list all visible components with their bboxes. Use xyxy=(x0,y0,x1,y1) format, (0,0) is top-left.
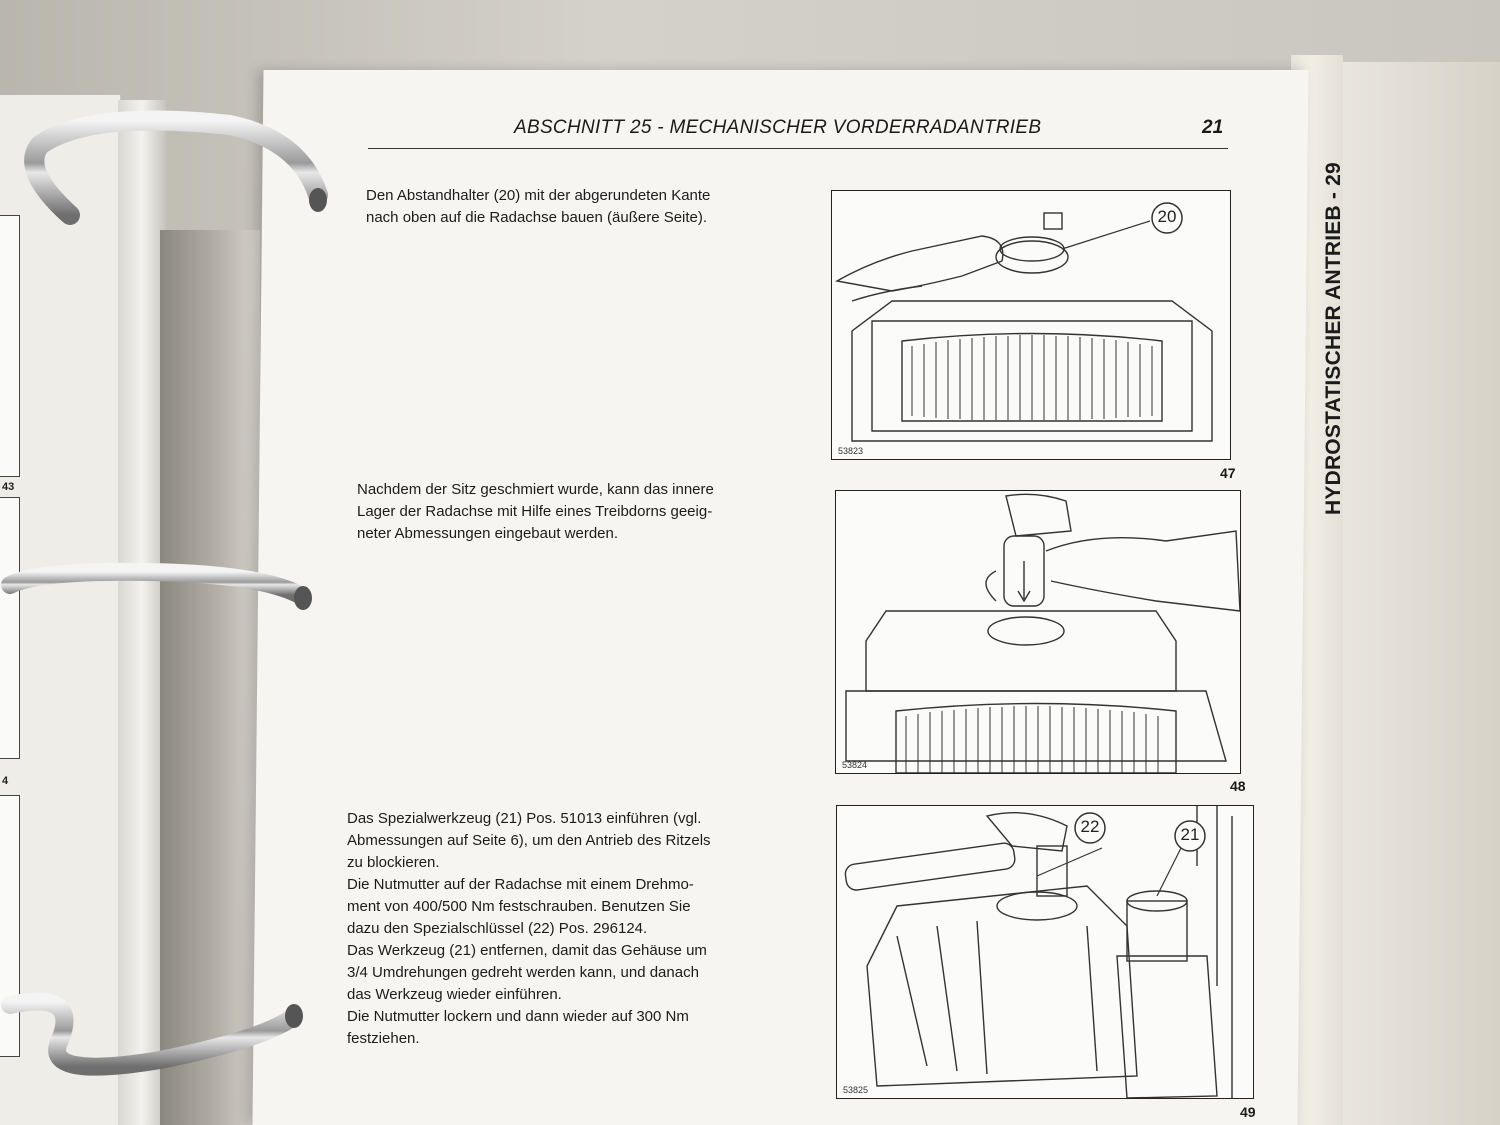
text-line: festziehen. xyxy=(347,1030,420,1047)
text-line: Abmessungen auf Seite 6), um den Antrieb des Ritzels xyxy=(347,832,711,849)
text-line: nach oben auf die Radachse bauen (äußere Seite). xyxy=(366,209,708,226)
binder-rings xyxy=(0,0,380,1125)
header-rule xyxy=(368,148,1228,149)
figure-number: 48 xyxy=(1230,778,1246,794)
left-figure-number: 43 xyxy=(2,481,15,493)
text-line: dazu den Spezialschlüssel (22) Pos. 296124. xyxy=(347,920,648,937)
text-line: Die Nutmutter auf der Radachse mit einem Drehmo- xyxy=(347,876,694,893)
figure-illustration xyxy=(837,806,1253,1098)
figure-48 xyxy=(835,490,1241,774)
text-line: Das Spezialwerkzeug (21) Pos. 51013 einführen (vgl. xyxy=(347,810,702,827)
page-number: 21 xyxy=(1202,117,1224,138)
figure-illustration xyxy=(836,491,1240,773)
instruction-paragraph xyxy=(357,479,777,545)
figure-code: 53823 xyxy=(838,446,864,456)
figure-47 xyxy=(831,190,1231,460)
section-side-tab: HYDROSTATISCHER ANTRIEB - 29 xyxy=(1322,162,1345,515)
figure-number: 47 xyxy=(1220,465,1236,481)
callout-label: 20 xyxy=(1157,207,1177,226)
text-line: 3/4 Umdrehungen gedreht werden kann, und danach xyxy=(347,964,699,981)
text-line: Das Werkzeug (21) entfernen, damit das Gehäuse um xyxy=(347,942,707,959)
left-figure-number: 4 xyxy=(2,775,9,787)
text-line: Lager der Radachse mit Hilfe eines Treibdorns geeig- xyxy=(357,503,713,520)
text-line: Die Nutmutter lockern und dann wieder auf 300 Nm xyxy=(347,1008,689,1025)
binder-ring-bottom xyxy=(10,1002,303,1067)
text-line: Den Abstandhalter (20) mit der abgerundeten Kante xyxy=(366,187,711,204)
instruction-paragraph xyxy=(366,185,776,229)
text-line: neter Abmessungen eingebaut werden. xyxy=(357,525,619,542)
figure-number: 49 xyxy=(1240,1104,1256,1120)
callout-label: 22 xyxy=(1080,817,1100,836)
binder-ring-top xyxy=(34,121,327,216)
text-line: ment von 400/500 Nm festschrauben. Benutzen Sie xyxy=(347,898,691,915)
text-line: zu blockieren. xyxy=(347,854,440,871)
instruction-paragraph xyxy=(347,808,779,1050)
callout-label: 21 xyxy=(1180,825,1200,844)
page-stack xyxy=(1340,62,1500,1125)
figure-49 xyxy=(836,805,1254,1099)
text-line: Nachdem der Sitz geschmiert wurde, kann das innere xyxy=(357,481,714,498)
figure-code: 53825 xyxy=(843,1085,869,1095)
text-line: das Werkzeug wieder einführen. xyxy=(347,986,562,1003)
binder-ring-middle xyxy=(10,572,312,610)
page-header-title: ABSCHNITT 25 - MECHANISCHER VORDERRADANTRIEB xyxy=(514,117,1042,138)
figure-code: 53824 xyxy=(842,760,868,770)
figure-illustration xyxy=(832,191,1230,459)
